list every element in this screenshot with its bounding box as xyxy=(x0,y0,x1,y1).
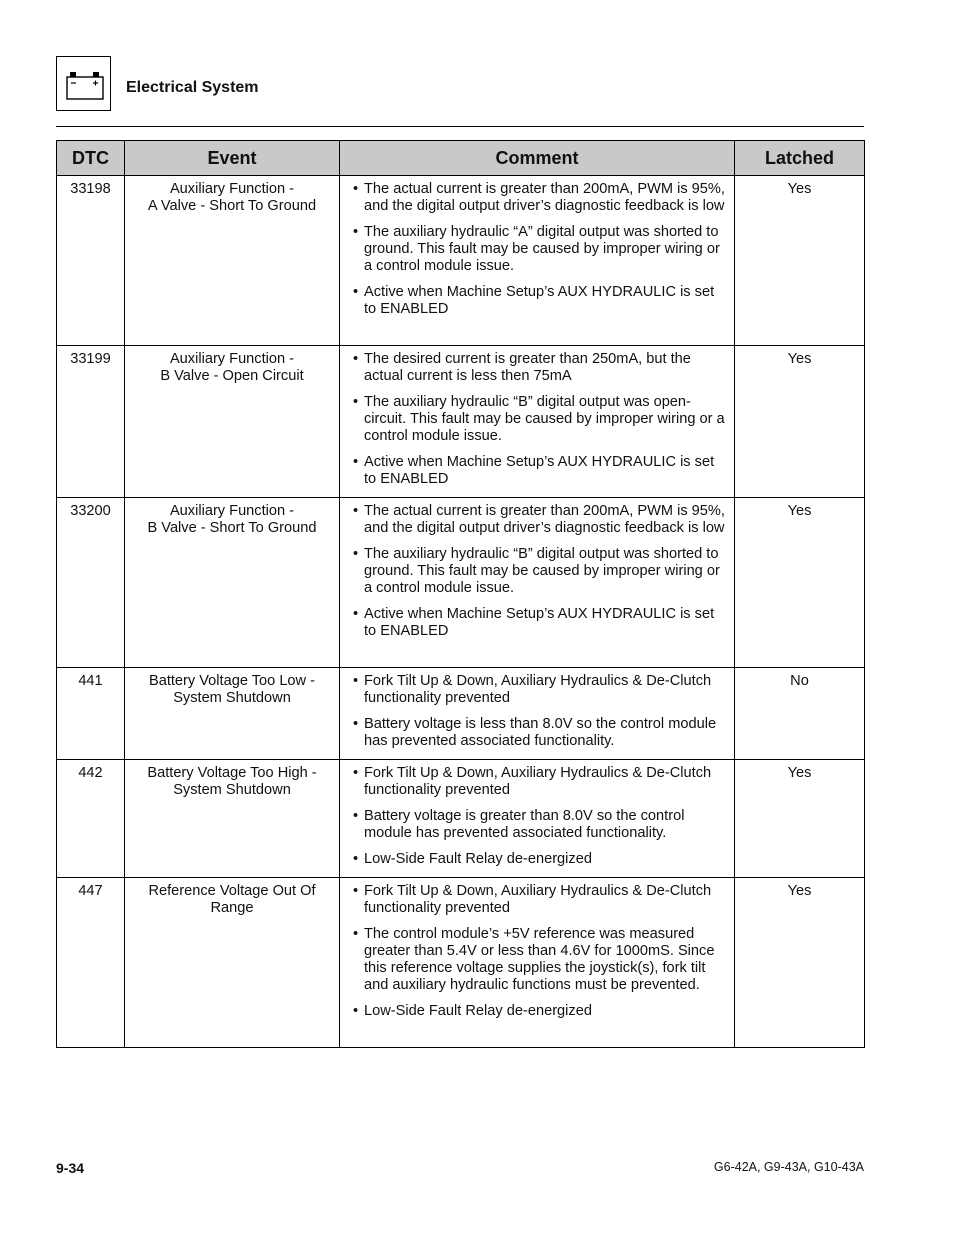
table-row xyxy=(57,498,865,668)
battery-icon xyxy=(56,56,111,111)
event-description: Reference Voltage Out Of Range xyxy=(125,878,340,1048)
comment-bullet: • The actual current is greater than 200mA, PWM is 95%, and the digital output driver’s diagnostic feedback is low xyxy=(364,181,728,215)
comment-bullet: • Battery voltage is greater than 8.0V so the control module has prevented associated functionality. xyxy=(364,808,728,842)
comment-bullet: • Fork Tilt Up & Down, Auxiliary Hydraulics & De-Clutch functionality prevented xyxy=(364,673,728,707)
comment-bullet: • Active when Machine Setup’s AUX HYDRAULIC is set to ENABLED xyxy=(364,284,728,318)
comment-cell xyxy=(340,760,735,878)
comment-cell xyxy=(340,176,735,346)
event-description: Auxiliary Function - B Valve - Short To Ground xyxy=(125,498,340,668)
table-row xyxy=(57,760,865,878)
comment-cell xyxy=(340,498,735,668)
comment-bullet: • The auxiliary hydraulic “A” digital output was shorted to ground. This fault may be caused by improper wiring or a control module issue. xyxy=(364,224,728,275)
table-row xyxy=(57,878,865,1048)
comment-bullet: • Fork Tilt Up & Down, Auxiliary Hydraulics & De-Clutch functionality prevented xyxy=(364,765,728,799)
comment-bullet: • The control module’s +5V reference was measured greater than 5.4V or less than 4.6V for 1000mS. Since this reference voltage supplies the joystick(s), fork tilt and auxiliary hydraulic functions must be prevented. xyxy=(364,926,728,994)
comment-bullet: • Active when Machine Setup’s AUX HYDRAULIC is set to ENABLED xyxy=(364,454,728,488)
event-description: Auxiliary Function - B Valve - Open Circuit xyxy=(125,346,340,498)
column-header-comment: Comment xyxy=(340,141,735,176)
latched-value: Yes xyxy=(735,878,865,1048)
latched-value: Yes xyxy=(735,346,865,498)
dtc-code: 33199 xyxy=(57,346,125,498)
column-header-dtc: DTC xyxy=(57,141,125,176)
comment-bullet: • Low-Side Fault Relay de-energized xyxy=(364,1003,728,1020)
dtc-table xyxy=(56,140,865,1048)
table-row xyxy=(57,176,865,346)
dtc-code: 33198 xyxy=(57,176,125,346)
section-title: Electrical System xyxy=(126,79,259,96)
comment-bullet: • The auxiliary hydraulic “B” digital output was open-circuit. This fault may be caused by improper wiring or a control module issue. xyxy=(364,394,728,445)
event-description: Battery Voltage Too High - System Shutdown xyxy=(125,760,340,878)
latched-value: No xyxy=(735,668,865,760)
column-header-latched: Latched xyxy=(735,141,865,176)
comment-bullet: • The auxiliary hydraulic “B” digital output was shorted to ground. This fault may be caused by improper wiring or a control module issue. xyxy=(364,546,728,597)
latched-value: Yes xyxy=(735,176,865,346)
comment-cell xyxy=(340,878,735,1048)
table-row xyxy=(57,346,865,498)
comment-cell xyxy=(340,668,735,760)
dtc-code: 441 xyxy=(57,668,125,760)
comment-cell xyxy=(340,346,735,498)
column-header-event: Event xyxy=(125,141,340,176)
event-description: Battery Voltage Too Low - System Shutdown xyxy=(125,668,340,760)
comment-bullet: • The desired current is greater than 250mA, but the actual current is less then 75mA xyxy=(364,351,728,385)
table-header-row xyxy=(57,141,865,176)
dtc-code: 442 xyxy=(57,760,125,878)
latched-value: Yes xyxy=(735,760,865,878)
table-row xyxy=(57,668,865,760)
comment-bullet: • Battery voltage is less than 8.0V so the control module has prevented associated functionality. xyxy=(364,716,728,750)
comment-bullet: • Fork Tilt Up & Down, Auxiliary Hydraulics & De-Clutch functionality prevented xyxy=(364,883,728,917)
comment-bullet: • Active when Machine Setup’s AUX HYDRAULIC is set to ENABLED xyxy=(364,606,728,640)
comment-bullet: • Low-Side Fault Relay de-energized xyxy=(364,851,728,868)
event-description: Auxiliary Function - A Valve - Short To Ground xyxy=(125,176,340,346)
latched-value: Yes xyxy=(735,498,865,668)
page-number: 9-34 xyxy=(56,1160,85,1176)
model-list: G6-42A, G9-43A, G10-43A xyxy=(713,1160,864,1174)
dtc-code: 33200 xyxy=(57,498,125,668)
dtc-code: 447 xyxy=(57,878,125,1048)
comment-bullet: • The actual current is greater than 200mA, PWM is 95%, and the digital output driver’s diagnostic feedback is low xyxy=(364,503,728,537)
header-rule xyxy=(56,126,864,127)
